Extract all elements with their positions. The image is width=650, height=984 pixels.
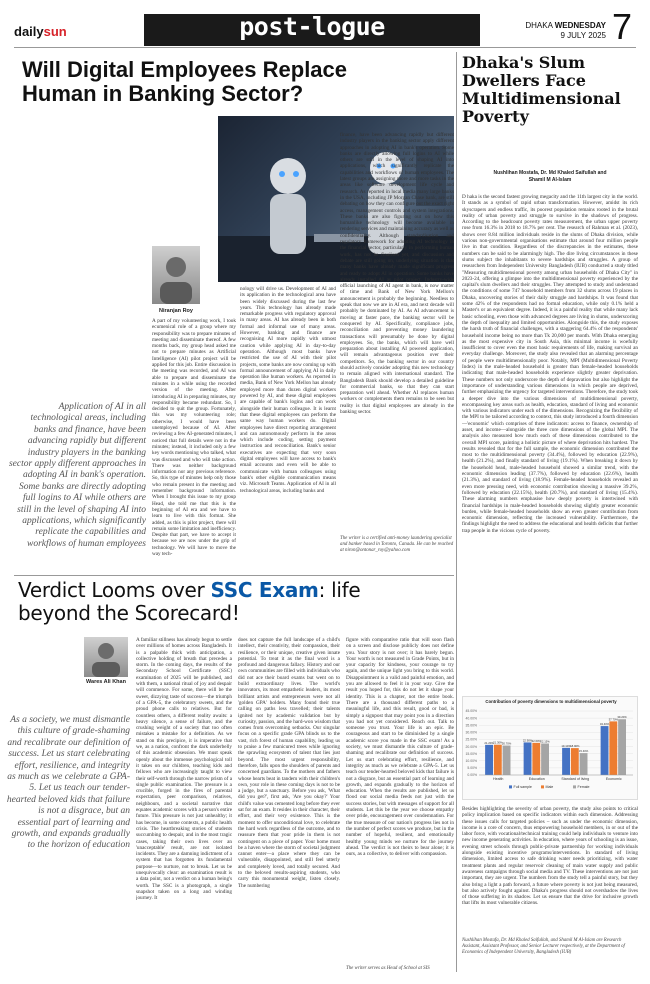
chart-data-label: 21.30%: [493, 740, 503, 745]
chart-data-label: 18.90%: [570, 744, 580, 749]
chart-data-label: 21.20%: [484, 740, 494, 745]
chart-data-label: 22.60%: [531, 738, 542, 743]
author-photo: [152, 246, 200, 304]
article1-column-1: A part of my volunteering work, I took ecumenical role of a group where my responsibility was to prepare minutes of meeting and disseminate thereof. A few months back, my group head asked me not to prepare minutes as Artificial Intelligence (AI) pilot project will be applied for this job. Entire discussion in the meeting was recorded, and AI was able to prepare and disseminate the minutes in a while using the recorded version of the meeting. After introducing AI in preparing minutes, my responsibility became redundant. So, I decided to quit the group. Fortunately, this was my volunteering role; otherwise, I would have been unemployed because of AI. After reviewing a few AI-generated minutes, I noticed that full details were not in the minutes; instead, it included only a few key words mentioning who talked, what was discussed and who will take action. There was neither background information nor any previous reference. So, this type of minutes help only those who remain present in the meeting and remember background information. When I brought this issue to my group Head, she told me that this is the beginning of AI era and we have to learn to live with this format. She added, as this is pilot project, there will remain some limitation and inefficiency. Despite that part, we have to accept it because we are now under the grip of technology. We will have to move the way tech-: [152, 318, 236, 557]
chart-y-tick-label: 25.00%: [465, 737, 477, 742]
chart-legend-swatch: [509, 785, 512, 788]
article1-headline-line1: Will Digital Employees Replace: [22, 57, 348, 82]
chart-legend-label: Female: [577, 785, 590, 789]
logo: [14, 24, 67, 39]
chart-category-label: Education: [528, 777, 545, 781]
chart-y-tick-label: 30.00%: [465, 730, 477, 735]
article3-body-top: D haka is the second fastest growing megacity and the 11th largest city in the world. It stands as a symbol of rapid urban transformation. However, amidst its rich skyscrapers and endless traffic, its poorest population remains rooted in the brutal reality of urban poverty and struggle to survive in the shadows of progress. According to the headcount poverty rates measurement, the urban upper poverty rose from 16.3% in 2018 to 18.7% per cent. The research of Rahman et al. (2023), shows over 8.84 million individuals reside in the slums of Dhaka division, while various non-governmental organisations estimate that around four million people live in that condition. Regardless of the discrepancies in the estimates, these numbers can be said to be alarmingly high. The dire living circumstances in these slums subject the inhabitants to severe hardships and struggles. A group of researchers from Independent University Bangladesh (IUB) conducted a study titled "Measuring multidimensional poverty among urban households of Dhaka City" in 2023-24, offering a glimpse into the multidimensional poverty experienced by the capital's slum dwellers and their struggles. They attempted to study and understand the conditions of some 747 household members from 32 slums across 19 places in Dhaka, uncovering stories of their daily struggle and hardships. It was found that some 42% of the respondents had no formal education, while only 0.1% held a Master's or an equivalent degree. Indeed, it is a painful reality that while many lack basic schooling, even those with advanced degrees are living in slums, underscoring the depth of inequality and limited opportunities. Alongside this, the study exposes the harsh truth of financial challenges, with a staggering 64.4% of the respondents' household income being no more than Tk 20,000 per month. With Dhaka emerging as the most expensive city in South Asia, this minimal income is woefully insufficient to cover even the most basic requirements of life, making survival an everyday challenge. Moreover, the study also revealed that an alarming percentage of people were multidimensionally poor. Notably, MPI (Multidimensional Poverty Index) in the male-headed household is greater than female-headed households indicating that male-headed households experience slightly greater deprivation. These numbers not only underscore the depth of depravation but also highlight the importance of understanding various dimensions in which people are deprived, further emphasizing the urgency for targeted interventions. Therefore, the study took a deeper dive into the various dimensions of multidimensional poverty, encompassing key areas such as health, education, standard of living and economic with various indicators under each of the dimensions. Recognizing the flexibility of the MPI to be tailored according to context, this study introduced a fourth dimension—'economic' which comprises of three indicators: access to finance, ownership of asset, and income—alongside the three core dimensions of the global MPI. The analysis also measured how much each of these dimensions contributed to the overall MPI score, painting a holistic picture of where deprivation hits hardest. The results revealed that for the full sample, the economic dimension contributed the most to the multidimensional poverty (34.4%), followed by education (22.9%), health (21.2%), and finally standard of living (19.1%). When breaking it down by the household head, male-headed household showed a similar trend, with the economic dimension leading (37.7%), followed by education (22.6%), health (21.3%), and standard of living (18.9%). Female-headed households revealed an even more pressing need, with economic contribution showing a massive 39.2%, followed by education (22.15%), health (20.7%), and standard of living (15.4%). These alarming numbers emphasise how deeply poverty is intertwined with financial hardships in male-headed households showing slightly greater economic burden, while female-headed households show an even greater contribution from economic dimension, reflecting the increased vulnerability. Furthermore, the findings highlight the need to address the educational and health deficits that further trap people in the vicious cycle of poverty.: [462, 194, 638, 534]
chart-bar: [618, 719, 626, 775]
chart-bar: [524, 742, 532, 775]
article2-headline-post: : life: [318, 578, 361, 602]
chart-y-tick-label: 20.00%: [465, 744, 477, 749]
chart-bar: [571, 748, 579, 775]
section-title: post-logue: [239, 12, 385, 41]
article3-footnote: Nushlihan Mostafa, Dr. Md Khaled Saifullah, and Shamil M Al-Islam are Research Assistant, Assistant Professor, and Senior Lecturer respectively, at the Department of Economics of Independent University, Bangladesh (IUB): [462, 938, 625, 955]
chart-legend-swatch: [573, 785, 576, 788]
article2-author: Wares Ali Khan: [86, 679, 126, 685]
article1-column-2: nology will drive us. Development of AI and its application in the technological area have been widely discussed during the last few years. This technology has already made remarkable progress with regulatory approval in many areas. AI has already been in both formal and informal use of many areas. However, banking and finance are recognising AI more rapidly with utmost caution while applying AI in day-to-day operation. Although most banks have restricted the use of AI with their pilot projects, some banks are now coming up with formal announcement of applying AI in daily operation like human workers. As reported in media, Bank of New York Mellon has already employed more than dozen digital workers powered by AI, and these digital employees are capable of bank's logins and can work alongside their human colleague. It is learnt that these digital employees can perform the same way human workers do. Digital employees have direct reporting arrangement and can autonomously perform in the areas which include coding, setting payment instruction and reconciliation. Bank's senior executives are expecting that very soon digital employees will have access to bank's email accounts and even will be able to communicate with human colleagues using bank's other eligible communication means viz. Microsoft Teams. Application of AI in all technological areas, including banks and: [240, 286, 336, 494]
chart-bar: [503, 746, 511, 775]
article1-headline-line2: Human in Banking Sector?: [22, 81, 304, 106]
chart-legend-swatch: [541, 785, 544, 788]
article3-headline: [462, 54, 638, 126]
article-ai-banking: [0, 50, 455, 575]
article3-headline-line3: Multidimensional: [462, 89, 621, 108]
chart-data-label: 19.10%: [561, 743, 571, 748]
chart-legend-label: Male: [545, 785, 554, 789]
chart-data-label: 39.20%: [617, 715, 627, 720]
chart-bar: [609, 721, 617, 775]
dateline-date: 9 JULY 2025: [560, 31, 606, 40]
article3-headline-line1: Dhaka's Slum: [462, 53, 585, 72]
logo-main: daily: [14, 24, 44, 39]
article2-rule: [14, 575, 454, 576]
article3-body-bottom: Besides highlighting the severity of urban poverty, the study also points to critical policy implication based on specific indicators within each dimension. Addressing these issues calls for targeted policies – such as under the economic dimension, income is a core of concern, thus empowering household members, in or out of the labor force, with vocational/technical training could help individuals to venture into new income generating activities. In education, where years of schooling is an issue, evening street schools through public-private partnership for working individuals alongside existing incentive programs/interventions. In standard of living dimension, limited access to safe drinking water needs prioritizing, with water treatment plants and regular reservoir cleaning of main water supply and public awareness campaigns through social media and TV. These interventions are not just important, they are urgent. The numbers from the study tell a painful story, but they also bring a light a path forward, a future where poverty is not just being measured, but also actively fought against. Dhaka's progress should not overshadow the lives of those suffering in its shadow. Let us ensure that the drive for inclusive growth that lifts its most vulnerable citizens.: [462, 806, 638, 907]
article2-column-2: does not capture the full landscape of a child's intellect, their creativity, their compassion, their resilience, or their unique, creative given innate potential. To treat it as the final word is a profound and dangerous fallacy. History and our own communities are filled with individuals who did not ace their board exams but went on to build extraordinary lives. The world's innovators, its most empathetic leaders, its most brilliant artists and entrepreneurs were not all 'golden GPA' holders. Many found their true calling on paths less travelled; their talents ignited not by academic validation but by curiosity, passion, and the hard-won wisdom that comes from overcoming setbacks. Our singular focus on a specific grade GPA blinds us to the vast, rich forest of human capability, leading us to praise a few manicured trees while ignoring the sprawling ecosystem of talent that lies just beyond. The most urgent responsibility, therefore, falls upon the shoulders of parents and concerned guardians. To the mothers and fathers whose hearts beat in tandem with their children's own, your role in these coming days is not to be a judge, but a sanctuary. Before you ask, 'What did you get?', first ask, 'Are you okay?' Your child's value was cemented long before they ever sat for an exam. It resides in their character, their effort, and their very existence. This is the moment to offer unconditional love, to celebrate the hard work regardless of the outcome, and to reassure them that your pride in them is not contingent on a piece of paper. Your home must be a haven where the storm of societal judgment cannot enter—a place where they can be vulnerable, disappointed, and still feel utterly and completely loved, and totally secured. And to the beloved results-aspiring students, who carry this monumental weight, listen closely. The numbering: [238, 637, 340, 889]
dateline-day: WEDNESDAY: [554, 21, 606, 30]
chart-svg: [463, 705, 639, 801]
chart-y-tick-label: 10.00%: [465, 758, 477, 763]
chart-data-label: 20.70%: [501, 741, 512, 746]
chart-y-tick-label: 15.00%: [465, 751, 477, 756]
chart-bar: [494, 745, 502, 775]
article3-headline-line4: Poverty: [462, 107, 529, 126]
article2-column-3: figure with comparative ratio that will soon flash on a screen and disclose publicly does not define you. Your story is not over; it has barely begun. Your worth is not measured in Grade Points, but in your capacity for kindness, your courage to try again, and the unique light you bring to this world. Disappointment is a valid and painful emotion, and you are allowed to feel it in your way. Give the result you hoped for, this do not let it shape your identity. This is a chapter, not the entire book. There are a thousand different paths to a meaningful life, and this result, good or bad, is simply a signpost that may point you in a direction you had not yet considered. Reach out. Talk to someone you trust. Your life is an epic. Be courageous and start to be diminished by a single academic score you made in the SSC exam! As a society, we must dismantle this culture of grade-shaming and recalibrate our definition of success. Let us start celebrating effort, resilience, and integrity as much as we celebrate a GPA-5. Let us teach our tender-hearted beloved kids that failure is not a disgrace, but an essential part of learning and growth, and expands gradually to the horizon of education. When the results are published, let us flood our social media feeds not just with the success stories, but with messages of support for all students. Let this be the year we choose empathy over pride, encouragement over condemnation. For the true measure of our nation's progress lies not in the number of perfect scores we produce, but in the number of hopeful, resilient, and emotionally healthy young minds we nurture for the journey ahead. The verdict is not theirs to bear alone; it is ours, as a collective, to deliver with compassion.: [346, 637, 454, 858]
article1-pullquote: Application of AI in all technological areas, including banks and finance, have been advancing rapidly but different industry players in the banking sector apply different approaches in adopting AI in bank's operation. Some banks are directly adopting full logins to AI while others are still in the level of shaping AI into applications, which significantly replicate the capabilities and workflows of human employees: [8, 402, 146, 549]
article2-headline-pre: Verdict Looms over: [18, 578, 211, 602]
article-ssc: [0, 575, 458, 980]
chart-data-label: 37.70%: [608, 717, 619, 722]
chart-bar: [541, 743, 549, 775]
article-slum-poverty: [460, 52, 646, 977]
article2-headline: [18, 579, 454, 625]
article2-column-1: A familiar stillness has already begun to settle over millions of homes across Bangladesh. It is a palpable thick with anticipation, a collective holding of breath that precedes a storm. In the coming days, the results of the Secondary School Certificate (SSC) examination of 2025 will be published, and with them, a national ritual of joy and despair will commence. For some, there will be the sweet, dizzying taste of success—the triumph of a GPA-5, the celebratory sweets, and the proud phone calls to relatives. But for countless others, a different reality awaits: a heavy silence, a sense of failure, and the crushing weight of a society that too often mistakes a mistake for a definition. As we stand on this precipice, it is imperative that we, as a nation, confront the dark underbelly of this academic obsession. We must speak openly about the immense psychological toll it takes on our children, teaching kids and fellows who are increasingly taught to view their self-worth through the narrow prism of a single public examination. The pressure is a crucible, forged in the fires of parental expectation, peer comparison, relatives, neighbours, and a societal narrative that equates academic scores with a person's entire future. This pressure is not just unhealthy; it has become, in some contexts, a public health crisis. The heartbreaking stories of students succumbing to despair, and in the most tragic cases, taking their own lives over an 'unacceptable' result, are not isolated incidents. They are a damning indictment of a system that has forgotten its fundamental purpose—to nurture, not to break. Let us be unequivocally clear: an examination result is a data point, not a verdict on a human being's worth. The SSC is a photograph, a single snapshot taken on a long and winding journey. It: [136, 637, 232, 902]
chart-y-tick-label: 0.00%: [467, 773, 477, 778]
article2-headline-line2: beyond the Scorecard!: [18, 601, 240, 625]
article3-authors-line1: Nushlihan Mostafa, Dr. Md Khaled Saifullah and: [493, 170, 607, 176]
masthead: [0, 0, 650, 48]
page-number: 7: [612, 6, 633, 47]
masthead-rule: [14, 47, 636, 48]
article1-author: Niranjan Roy: [159, 308, 193, 314]
chart-data-label: 34.40%: [599, 722, 610, 727]
chart-y-tick-label: 35.00%: [465, 723, 477, 728]
article3-authors: [462, 170, 638, 184]
chart-data-label: 15.40%: [578, 749, 589, 754]
chart-category-label: Health: [493, 777, 504, 781]
chart-bar: [532, 743, 540, 775]
chart-bar: [601, 726, 609, 775]
article1-column-3: finance, have been advancing rapidly but different industry players in the banking sector apply different approaches in adopting AI in bank's operation. Some banks are directly allowing full logins to AI while others are still in the level of shaping AI into applications, which significantly replicate the capabilities and workflows of human employees. The latest groups are assigning more and more tasks in the areas like software development life cycle and research. As reported in local media many large banks in the USA, including JP Morgan Chase bank, are still debating on how they can configure out the exact right access, management controls and system integrations. These banks are also figuring out on how this humanlike technology will become available in rendering services and maintaining accuracy as well as confidentiality. Although standardisation and regulatory framework for adopting AI technology in the financial sector, particularly in performing human work, has not be finalised yet, and discussion and debate are still going on, underlying situation is that many banks have already made significant progress and ready to adopt AI in operation. Some banks have already installed AI as pilot project. Industry-wide official launching of AI agent in bank, is now matter of time and Bank of New York Mellon's announcement is probably the beginning. Needless to speak that now we are in AI era, and next decade will probably be dominated by AI. As AI advancement is moving at faster pace, the banking sector will be conquered by AI. Specifically, compliance jobs, reconciliation and preventing money laundering transactions will presumably be done by digital employees. So, the banks, which will have well preparation about installing AI powered application, will remain advantageous position over their competitors. So, the banking sector in our country should actively consider adopting this new technology to remain aligned with international standard. The Bangladesh Bank should develop a detailed guideline for commercial banks, so that they can start preparation well ahead. Whether AI replaces human workers or complements them remains to be seen but reality is that digital employees are already in the banking sector.: [340, 132, 454, 416]
chart-category-label: Economic: [605, 777, 622, 781]
article2-headline-bold: SSC Exam: [210, 578, 319, 602]
article3-headline-line2: Dwellers Face: [462, 71, 586, 90]
article1-headline: [22, 58, 442, 106]
chart-bar: [580, 753, 588, 775]
chart-bar: [562, 748, 570, 775]
chart-y-tick-label: 45.00%: [465, 709, 477, 714]
chart-data-label: 22.15%: [540, 739, 550, 744]
dateline: [514, 21, 606, 41]
chart-title: Contribution of poverty dimensions to multidimensional poverty: [485, 699, 617, 704]
chart-legend-label: Full sample: [513, 785, 532, 789]
article2-pullquote: As a society, we must dismantle this culture of grade-shaming and recalibrate our definition of success. Let us start celebrating effort, resilience, and integrity as much as we celebrate a GPA-5. Let us teach our tender-hearted beloved kids that failure is not a disgrace, but an essential part of learning and growth, and expands gradually to the horizon of education: [6, 715, 130, 851]
article1-footnote: The writer is a certified anti-money laundering specialist and banker based in Toronto, Canada. He can be reached at niron@ontonar_roy@yahoo.com: [340, 536, 454, 553]
chart-y-tick-label: 5.00%: [467, 766, 477, 771]
logo-accent: sun: [43, 24, 67, 39]
article3-authors-line2: Shamil M Al-Islam: [528, 177, 572, 183]
dateline-city: DHAKA: [525, 21, 553, 30]
chart-category-label: Standard of living: [561, 777, 590, 781]
chart-y-tick-label: 40.00%: [465, 716, 477, 721]
article2-footnote: The writer serves as Head of School at SIS: [346, 966, 430, 971]
chart-bar: [485, 745, 493, 775]
author2-photo: [84, 637, 128, 677]
poverty-chart: [462, 696, 638, 800]
chart-data-label: 22.90%: [522, 738, 533, 743]
